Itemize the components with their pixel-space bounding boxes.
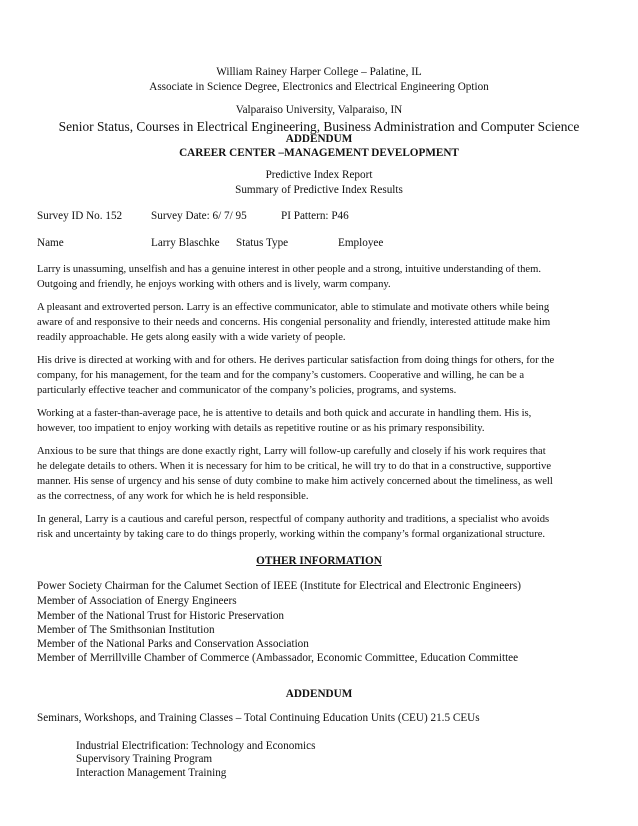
paragraph-line: company, for his management, for the team and for the company’s customers. Cooperative and willing, he can be a	[37, 370, 525, 381]
membership-item: Member of the National Parks and Conservation Association	[37, 638, 309, 650]
course-item: Interaction Management Training	[76, 767, 227, 779]
addendum-heading: ADDENDUM	[285, 133, 353, 145]
membership-item: Member of The Smithsonian Institution	[37, 624, 215, 636]
paragraph-line: as the correctness, of any work for which he is held responsible.	[37, 491, 309, 502]
paragraph-line: Outgoing and friendly, he enjoys working with others and is lively, warm company.	[37, 279, 391, 290]
paragraph-line: Anxious to be sure that things are done exactly right, Larry will follow-up carefully and closely if his work requires that	[37, 446, 546, 457]
name-label: Name	[37, 237, 64, 249]
paragraph-line: risk and uncertainty by taking care to do things properly, working within the company’s formal organizational structure.	[37, 529, 546, 540]
course-item: Industrial Electrification: Technology and Economics	[76, 740, 316, 752]
paragraph-line: aware of and responsive to their needs and concerns. His congenial personality and friendly, interested attitude make him	[37, 317, 551, 328]
survey-date: Survey Date: 6/ 7/ 95	[151, 210, 247, 222]
seminars-line: Seminars, Workshops, and Training Classes – Total Continuing Education Units (CEU) 21.5 CEUs	[37, 712, 480, 724]
career-center-heading: CAREER CENTER –MANAGEMENT DEVELOPMENT	[179, 147, 459, 159]
college-line: William Rainey Harper College – Palatine, IL	[216, 66, 422, 78]
paragraph-line: A pleasant and extroverted person. Larry is an effective communicator, able to stimulate and motivate others while being	[37, 302, 550, 313]
survey-id: Survey ID No. 152	[37, 210, 123, 222]
degree-line: Associate in Science Degree, Electronics and Electrical Engineering Option	[149, 81, 489, 93]
paragraph-line: readily approachable. He gets along easily with a wide variety of people.	[37, 332, 346, 343]
membership-item: Member of the National Trust for Historic Preservation	[37, 610, 285, 622]
status-type-label: Status Type	[236, 237, 289, 249]
membership-item: Power Society Chairman for the Calumet Section of IEEE (Institute for Electrical and Electronic Engineers)	[37, 580, 522, 592]
paragraph-line: manner. His sense of urgency and his sense of duty combine to make him actively concerned about the timeliness, as well	[37, 476, 553, 487]
senior-status-line: Senior Status, Courses in Electrical Engineering, Business Administration and Computer Science	[58, 119, 580, 134]
paragraph-line: he delegate details to others. When it is necessary for him to be critical, he will try to do that in a constructive, supportive	[37, 461, 552, 472]
pi-pattern: PI Pattern: P46	[281, 210, 349, 222]
membership-item: Member of Merrillville Chamber of Commerce (Ambassador, Economic Committee, Education Committee	[37, 652, 519, 664]
pi-report-title: Predictive Index Report	[265, 169, 373, 181]
other-information-heading: OTHER INFORMATION	[256, 555, 382, 567]
pi-summary-title: Summary of Predictive Index Results	[235, 184, 403, 196]
paragraph-line: Working at a faster-than-average pace, he is attentive to details and both quick and accurate in handling them. His is,	[37, 408, 532, 419]
paragraph-line: His drive is directed at working with and for others. He derives particular satisfaction from doing things for others, for the	[37, 355, 555, 366]
university-line: Valparaiso University, Valparaiso, IN	[235, 104, 403, 116]
status-type-value: Employee	[338, 237, 384, 249]
paragraph-line: Larry is unassuming, unselfish and has a genuine interest in other people and a strong, intuitive understanding of them.	[37, 264, 541, 275]
addendum-heading-2: ADDENDUM	[285, 688, 353, 700]
name-value: Larry Blaschke	[151, 237, 220, 249]
paragraph-line: however, too impatient to enjoy working with details as repetitive routine or as his primary responsibility.	[37, 423, 485, 434]
paragraph-line: In general, Larry is a cautious and careful person, respectful of company authority and traditions, a specialist who avoids	[37, 514, 550, 525]
membership-item: Member of Association of Energy Engineers	[37, 595, 237, 607]
paragraph-line: particularly effective teacher and communicator of the company’s policies, programs, and systems.	[37, 385, 457, 396]
course-item: Supervisory Training Program	[76, 753, 213, 765]
